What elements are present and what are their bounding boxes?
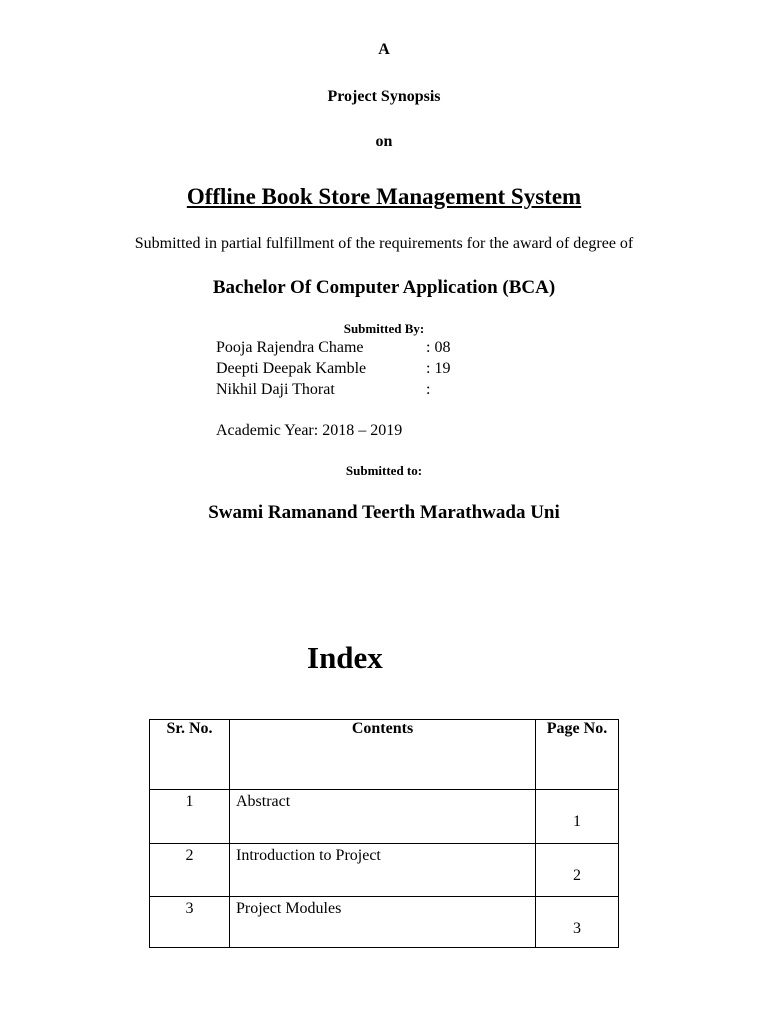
table-header-row	[150, 720, 619, 790]
cell-text: Project Modules	[236, 900, 342, 917]
member-name: Deepti Deepak Kamble	[216, 360, 367, 377]
cell-contents	[230, 844, 536, 897]
cell-page	[536, 790, 619, 844]
member-roll: :	[426, 381, 431, 398]
cell-page	[536, 844, 619, 897]
cell-contents	[230, 897, 536, 948]
header-contents: Contents	[230, 720, 536, 790]
table-row	[150, 897, 619, 948]
cell-text: 3	[573, 920, 581, 937]
cover-on: on	[375, 133, 393, 150]
member-row	[216, 360, 450, 378]
table-row	[150, 790, 619, 844]
member-roll: : 19	[426, 360, 451, 377]
cell-contents	[230, 790, 536, 844]
member-name: Pooja Rajendra Chame	[216, 339, 364, 356]
university-name: Swami Ramanand Teerth Marathwada Uni	[208, 502, 560, 523]
cell-text: 2	[185, 847, 194, 864]
cell-text: Abstract	[236, 793, 291, 810]
submitted-to-label: Submitted to:	[345, 463, 423, 478]
cell-text: 3	[185, 900, 194, 917]
cell-sr	[150, 897, 230, 948]
cell-text: Introduction to Project	[236, 847, 381, 864]
cell-sr	[150, 790, 230, 844]
cell-page	[536, 897, 619, 948]
project-title: Offline Book Store Management System	[186, 184, 582, 209]
member-name: Nikhil Daji Thorat	[216, 381, 335, 398]
table-row	[150, 844, 619, 897]
cell-text: 1	[185, 793, 194, 810]
academic-year: Academic Year: 2018 – 2019	[216, 422, 403, 439]
header-sr-no: Sr. No.	[150, 720, 230, 790]
submission-statement: Submitted in partial fulfillment of the requirements for the award of degree of	[134, 235, 634, 252]
submitted-by-label: Submitted By:	[343, 321, 425, 336]
cover-doc-type: Project Synopsis	[327, 88, 441, 105]
index-table	[149, 719, 619, 948]
member-roll: : 08	[426, 339, 451, 356]
degree-name: Bachelor Of Computer Application (BCA)	[212, 277, 556, 298]
cell-sr	[150, 844, 230, 897]
member-row	[216, 339, 450, 357]
cell-text: 2	[573, 867, 581, 884]
cover-article: A	[378, 41, 390, 58]
header-page-no: Page No.	[536, 720, 619, 790]
member-row	[216, 381, 430, 399]
index-title: Index	[307, 640, 383, 675]
cell-text: 1	[573, 813, 581, 830]
